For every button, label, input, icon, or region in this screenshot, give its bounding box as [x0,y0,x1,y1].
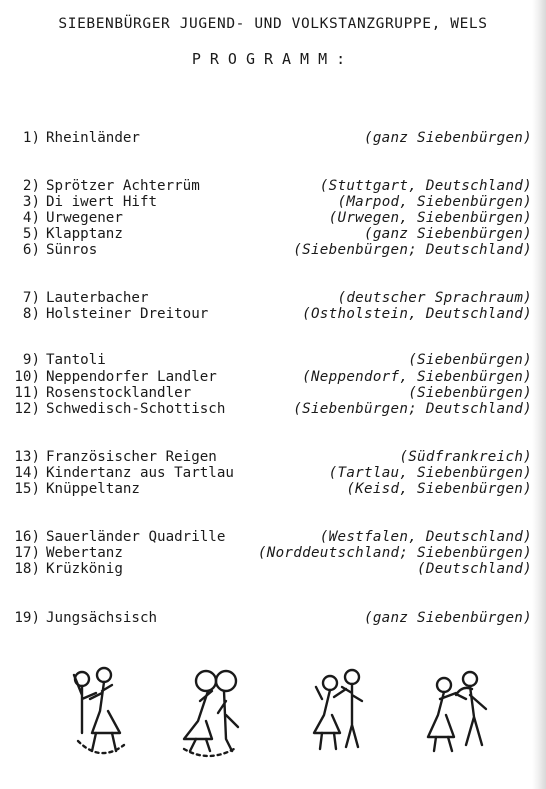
program-item [0,178,546,194]
dance-name: Neppendorfer Landler [46,369,217,385]
program-item [0,545,546,561]
dance-name: Sünros [46,242,98,258]
dance-name: Klapptanz [46,226,123,242]
program-item [0,481,546,497]
dance-origin: (Deutschland) [417,561,532,577]
item-number: 1) [22,130,40,146]
dance-origin: (Siebenbürgen) [408,352,532,368]
dance-name: Webertanz [46,545,123,561]
dance-origin: (Stuttgart, Deutschland) [319,178,532,194]
item-number: 14) [14,465,40,481]
item-number: 10) [14,369,40,385]
item-number: 16) [14,529,40,545]
dance-name: Schwedisch-Schottisch [46,401,226,417]
item-number: 5) [22,226,40,242]
dance-name: Lauterbacher [46,290,149,306]
dance-name: Sauerländer Quadrille [46,529,226,545]
program-heading: PROGRAMM: [191,50,355,68]
dance-name: Krüzkönig [46,561,123,577]
item-number: 19) [14,610,40,626]
dancers-drawing [0,655,546,765]
dance-name: Kindertanz aus Tartlau [46,465,234,481]
dance-origin: (Norddeutschland; Siebenbürgen) [257,545,532,561]
program-item [0,401,546,417]
item-number: 13) [14,449,40,465]
dance-origin: (Neppendorf, Siebenbürgen) [302,369,532,385]
dance-origin: (Marpod, Siebenbürgen) [337,194,532,210]
item-number: 11) [14,385,40,401]
program-item [0,385,546,401]
dance-name: Jungsächsisch [46,610,158,626]
program-item [0,610,546,626]
dance-name: Urwegener [46,210,123,226]
item-number: 15) [14,481,40,497]
dance-origin: (ganz Siebenbürgen) [364,130,532,146]
dance-origin: (Keisd, Siebenbürgen) [346,481,532,497]
dance-origin: (Ostholstein, Deutschland) [302,306,532,322]
item-number: 3) [22,194,40,210]
dance-name: Tantoli [46,352,106,368]
dance-origin: (Siebenbürgen; Deutschland) [293,401,532,417]
item-number: 4) [22,210,40,226]
program-item [0,352,546,368]
dance-origin: (ganz Siebenbürgen) [364,610,532,626]
dance-name: Französischer Reigen [46,449,217,465]
dance-name: Knüppeltanz [46,481,140,497]
dancing-couple-3 [314,670,362,749]
dance-origin: (Südfrankreich) [399,449,532,465]
program-item [0,369,546,385]
program-item [0,226,546,242]
program-item [0,194,546,210]
group-title: SIEBENBÜRGER JUGEND- UND VOLKSTANZGRUPPE, WELS [58,16,488,32]
dancing-couples-illustration [0,655,546,765]
program-item [0,449,546,465]
dance-name: Sprötzer Achterrüm [46,178,200,194]
program-item [0,465,546,481]
dance-origin: (Siebenbürgen; Deutschland) [293,242,532,258]
dance-origin: (ganz Siebenbürgen) [364,226,532,242]
item-number: 7) [22,290,40,306]
dancing-couple-1 [74,668,124,753]
dance-origin: (Tartlau, Siebenbürgen) [328,465,532,481]
program-item [0,306,546,322]
dance-name: Holsteiner Dreitour [46,306,209,322]
dancing-couple-2 [184,671,238,756]
program-item [0,210,546,226]
dance-name: Rosenstocklandler [46,385,192,401]
dancing-couple-4 [428,672,486,751]
item-number: 2) [22,178,40,194]
dance-origin: (Urwegen, Siebenbürgen) [328,210,532,226]
dance-origin: (Westfalen, Deutschland) [319,529,532,545]
item-number: 17) [14,545,40,561]
program-item [0,242,546,258]
item-number: 8) [22,306,40,322]
program-item [0,529,546,545]
program-item [0,561,546,577]
item-number: 18) [14,561,40,577]
dance-name: Di iwert Hift [46,194,158,210]
dance-origin: (deutscher Sprachraum) [337,290,532,306]
item-number: 12) [14,401,40,417]
item-number: 6) [22,242,40,258]
dance-origin: (Siebenbürgen) [408,385,532,401]
program-item [0,130,546,146]
dance-name: Rheinländer [46,130,140,146]
item-number: 9) [22,352,40,368]
program-item [0,290,546,306]
